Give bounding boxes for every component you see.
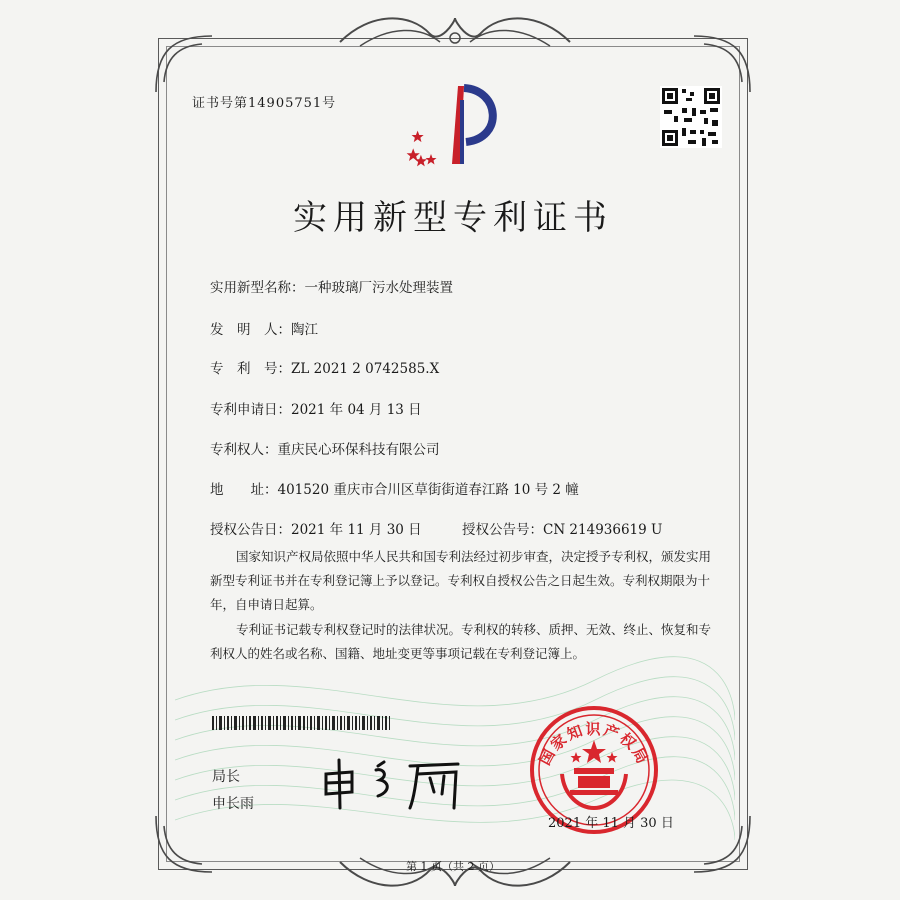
paragraph-line: 年，自申请日起算。 — [210, 597, 323, 612]
director-title: 局长 — [212, 769, 240, 785]
statement-paragraph-1 — [210, 545, 730, 617]
field-label: 地 址： — [210, 482, 278, 498]
field-value: 重庆民心环保科技有限公司 — [277, 442, 440, 458]
certificate-title: 实用新型专利证书 — [293, 198, 613, 238]
field-utility-model-name — [210, 276, 453, 296]
page-number: 第 1 页（共 2 页） — [406, 860, 500, 873]
field-label: 专 利 号： — [210, 361, 291, 377]
field-label: 专利权人： — [210, 442, 278, 458]
paragraph-line: 新型专利证书并在专利登记簿上予以登记。专利权自授权公告之日起生效。专利权期限为十 — [210, 573, 711, 588]
paragraph-line: 专利证书记载专利权登记时的法律状况。专利权的转移、质押、无效、终止、恢复和专 — [236, 622, 712, 637]
paragraph-line: 国家知识产权局依照中华人民共和国专利法经过初步审查，决定授予专利权，颁发实用 — [236, 549, 712, 564]
paragraph-line: 利权人的姓名或名称、国籍、地址变更等事项记载在专利登记簿上。 — [210, 646, 586, 661]
field-value: 陶江 — [291, 322, 318, 338]
qr-code-icon — [660, 86, 722, 148]
cnipa-logo — [400, 80, 510, 170]
svg-text:国家知识产权局: 国家知识产权局 — [535, 720, 653, 769]
field-value: 2021 年 11 月 30 日 — [291, 522, 422, 538]
top-ornament — [330, 12, 580, 56]
field-patentee — [210, 438, 440, 458]
seal-date: 2021 年 11 月 30 日 — [548, 816, 674, 831]
field-label: 授权公告日： — [210, 522, 291, 538]
field-value: 一种玻璃厂污水处理装置 — [304, 280, 453, 296]
director-name: 申长雨 — [212, 796, 254, 812]
field-label: 专利申请日： — [210, 402, 291, 418]
field-label: 实用新型名称： — [210, 280, 305, 296]
field-value: 2021 年 04 月 13 日 — [291, 402, 422, 418]
field-address — [210, 478, 579, 498]
field-label: 授权公告号： — [462, 522, 543, 538]
barcode — [212, 716, 390, 730]
field-value: 401520 重庆市合川区草街街道春江路 10 号 2 幢 — [277, 482, 579, 498]
field-label: 发 明 人： — [210, 322, 291, 338]
field-filing-date — [210, 398, 422, 418]
field-patent-number — [210, 357, 439, 377]
field-grant-number — [462, 518, 662, 538]
certificate-number: 证书号第14905751号 — [192, 96, 337, 111]
field-inventor — [210, 318, 318, 338]
field-grant-date — [210, 518, 422, 538]
director-signature — [318, 752, 468, 812]
field-value: CN 214936619 U — [543, 522, 663, 538]
statement-paragraph-2 — [210, 618, 730, 666]
field-value: ZL 2021 2 0742585.X — [291, 361, 440, 377]
